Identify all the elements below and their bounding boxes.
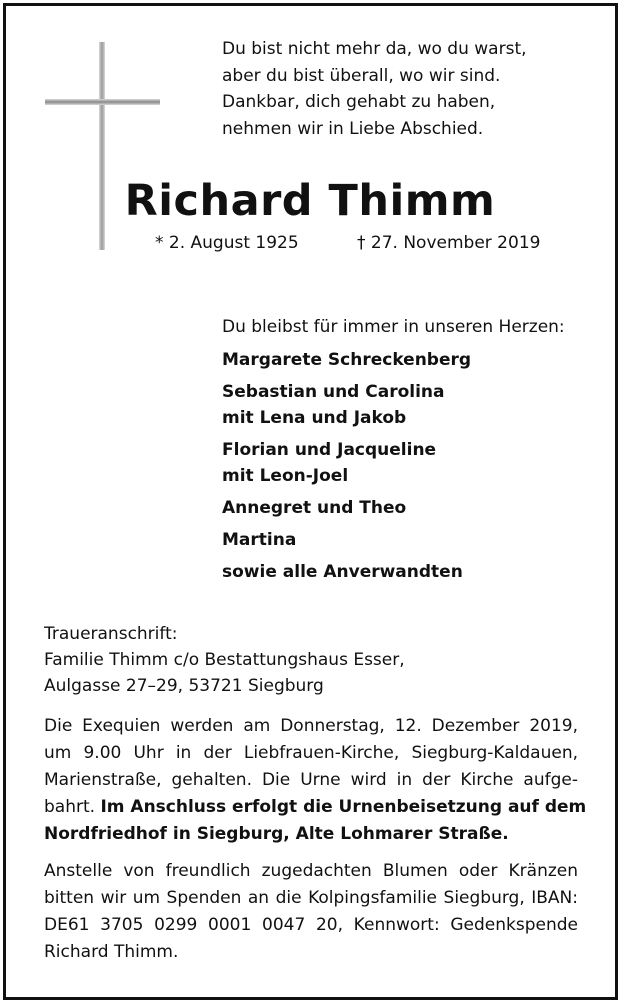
- mourner-name: Martina: [222, 530, 297, 550]
- poem-line: aber du bist überall, wo wir sind.: [222, 65, 501, 86]
- address-label: Traueranschrift:: [44, 624, 178, 644]
- paragraph-line: um 9.00 Uhr in der Liebfrauen-Kirche, Siegburg-Kaldauen,: [44, 743, 578, 763]
- birth-date: * 2. August 1925: [155, 233, 299, 253]
- poem-line: nehmen wir in Liebe Abschied.: [222, 118, 484, 139]
- mourner-name: mit Leon-Joel: [222, 466, 349, 486]
- paragraph-line: [44, 794, 587, 821]
- burial-notice: Im Anschluss erfolgt die Urnenbeisetzung auf dem: [100, 797, 587, 817]
- mourning-address: [44, 621, 405, 699]
- poem-line: Dankbar, dich gehabt zu haben,: [222, 92, 496, 112]
- paragraph-line: Anstelle von freundlich zugedachten Blumen oder Kränzen: [44, 861, 578, 881]
- paragraph-line: DE61 3705 0299 0001 0047 20, Kennwort: Gedenkspende: [44, 915, 578, 935]
- mourner-group: [222, 347, 565, 373]
- mourner-group: [222, 559, 565, 585]
- mourner-group: [222, 379, 565, 431]
- mourner-name: Margarete Schreckenberg: [222, 350, 472, 370]
- mourner-name: Florian und Jacqueline: [222, 440, 437, 460]
- mourners-list: [222, 314, 565, 591]
- poem-line: Du bist nicht mehr da, wo du warst,: [222, 39, 527, 59]
- exequies-paragraph: [44, 713, 587, 848]
- address-line: Aulgasse 27–29, 53721 Siegburg: [44, 676, 324, 696]
- paragraph-line: Richard Thimm.: [44, 942, 179, 962]
- mourner-group: [222, 527, 565, 553]
- mourner-group: [222, 437, 565, 489]
- donation-paragraph: [44, 858, 578, 966]
- mourner-name: Annegret und Theo: [222, 498, 407, 518]
- burial-location: Nordfriedhof in Siegburg, Alte Lohmarer Straße.: [44, 824, 509, 844]
- deceased-name: Richard Thimm: [124, 176, 496, 226]
- mourner-group: [222, 495, 565, 521]
- paragraph-line: bitten wir um Spenden an die Kolpingsfamilie Siegburg, IBAN:: [44, 888, 578, 908]
- mourners-intro: Du bleibst für immer in unseren Herzen:: [222, 317, 565, 337]
- mourner-name: sowie alle Anverwandten: [222, 562, 463, 582]
- paragraph-line: Marienstraße, gehalten. Die Urne wird in der Kirche aufge-: [44, 770, 578, 790]
- poem: [222, 36, 527, 142]
- death-date: † 27. November 2019: [357, 233, 541, 253]
- address-line: Familie Thimm c/o Bestattungshaus Esser,: [44, 650, 405, 670]
- mourner-name: mit Lena und Jakob: [222, 408, 407, 428]
- mourner-name: Sebastian und Carolina: [222, 382, 445, 402]
- paragraph-text: bahrt.: [44, 797, 96, 817]
- paragraph-line: Die Exequien werden am Donnerstag, 12. Dezember 2019,: [44, 716, 578, 736]
